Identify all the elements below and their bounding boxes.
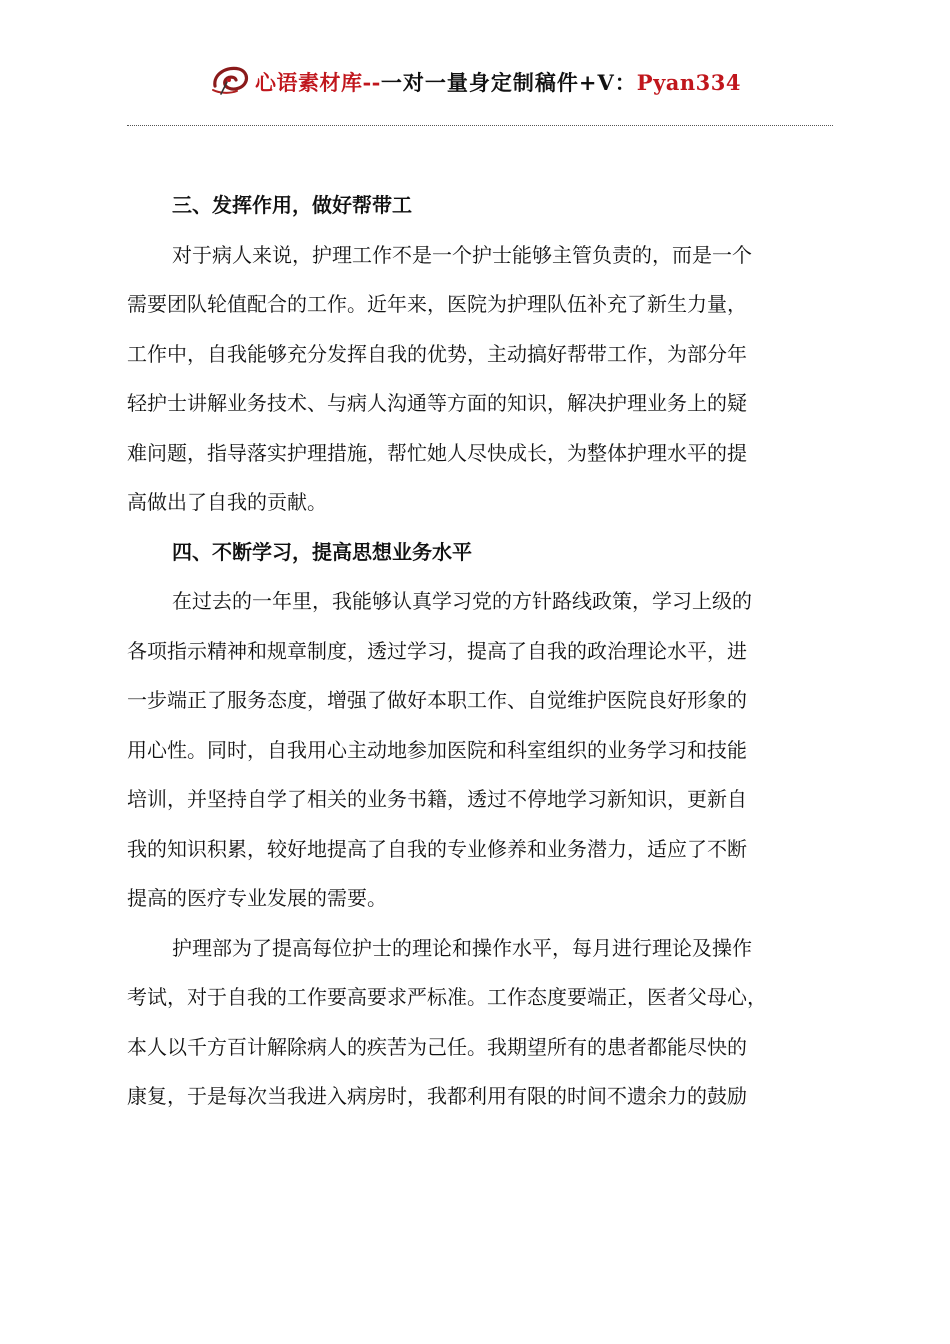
section-heading: 三、发挥作用，做好帮带工 [172,193,412,217]
contact-prefix: +V： [578,70,637,95]
paragraph-line: 我的知识积累，较好地提高了自我的专业修养和业务潜力，适应了不断 [127,836,747,861]
contact-id: Pyan334 [636,70,742,95]
paragraph-line: 护理部为了提高每位护士的理论和操作水平，每月进行理论及操作 [172,935,752,960]
header-divider [127,125,833,126]
paragraph [127,231,827,528]
paragraph-line: 对于病人来说，护理工作不是一个护士能够主管负责的，而是一个 [172,242,752,267]
paragraph-line: 各项指示精神和规章制度，透过学习，提高了自我的政治理论水平，进 [127,638,747,663]
brand-separator: -- [362,70,381,95]
paragraph-line: 一步端正了服务态度，增强了做好本职工作、自觉维护医院良好形象的 [127,688,747,712]
paragraph-line: 在过去的一年里，我能够认真学习党的方针路线政策，学习上级的 [172,589,752,613]
paragraph-line: 提高的医疗专业发展的需要。 [127,886,387,910]
paragraph-line: 康复，于是每次当我进入病房时，我都利用有限的时间不遗余力的鼓励 [127,1084,747,1108]
paragraph-line: 工作中，自我能够充分发挥自我的优势，主动搞好帮带工作，为部分年 [127,341,747,366]
brand-name: 心语素材库 [254,70,363,95]
header-title [255,67,741,97]
brush-swirl-logo-icon [209,60,253,100]
paragraph-line: 需要团队轮值配合的工作。近年来，医院为护理队伍补充了新生力量， [127,292,747,316]
paragraph [127,577,827,924]
page-header [0,58,950,106]
paragraph-line: 难问题，指导落实护理措施，帮忙她人尽快成长，为整体护理水平的提 [127,440,747,465]
paragraph-line: 用心性。同时，自我用心主动地参加医院和科室组织的业务学习和技能 [127,737,747,762]
paragraph [127,924,827,1122]
paragraph-line: 本人以千方百计解除病人的疾苦为己任。我期望所有的患者都能尽快的 [127,1034,747,1059]
header-slogan: 一对一量身定制稿件 [380,70,579,95]
document-body [127,181,827,1122]
section-heading: 四、不断学习，提高思想业务水平 [172,539,472,564]
paragraph-line: 培训，并坚持自学了相关的业务书籍，透过不停地学习新知识，更新自 [127,787,747,811]
paragraph-line: 考试，对于自我的工作要高要求严标准。工作态度要端正，医者父母心， [127,985,767,1009]
paragraph-line: 高做出了自我的贡献。 [127,490,327,514]
paragraph-line: 轻护士讲解业务技术、与病人沟通等方面的知识，解决护理业务上的疑 [127,391,747,415]
